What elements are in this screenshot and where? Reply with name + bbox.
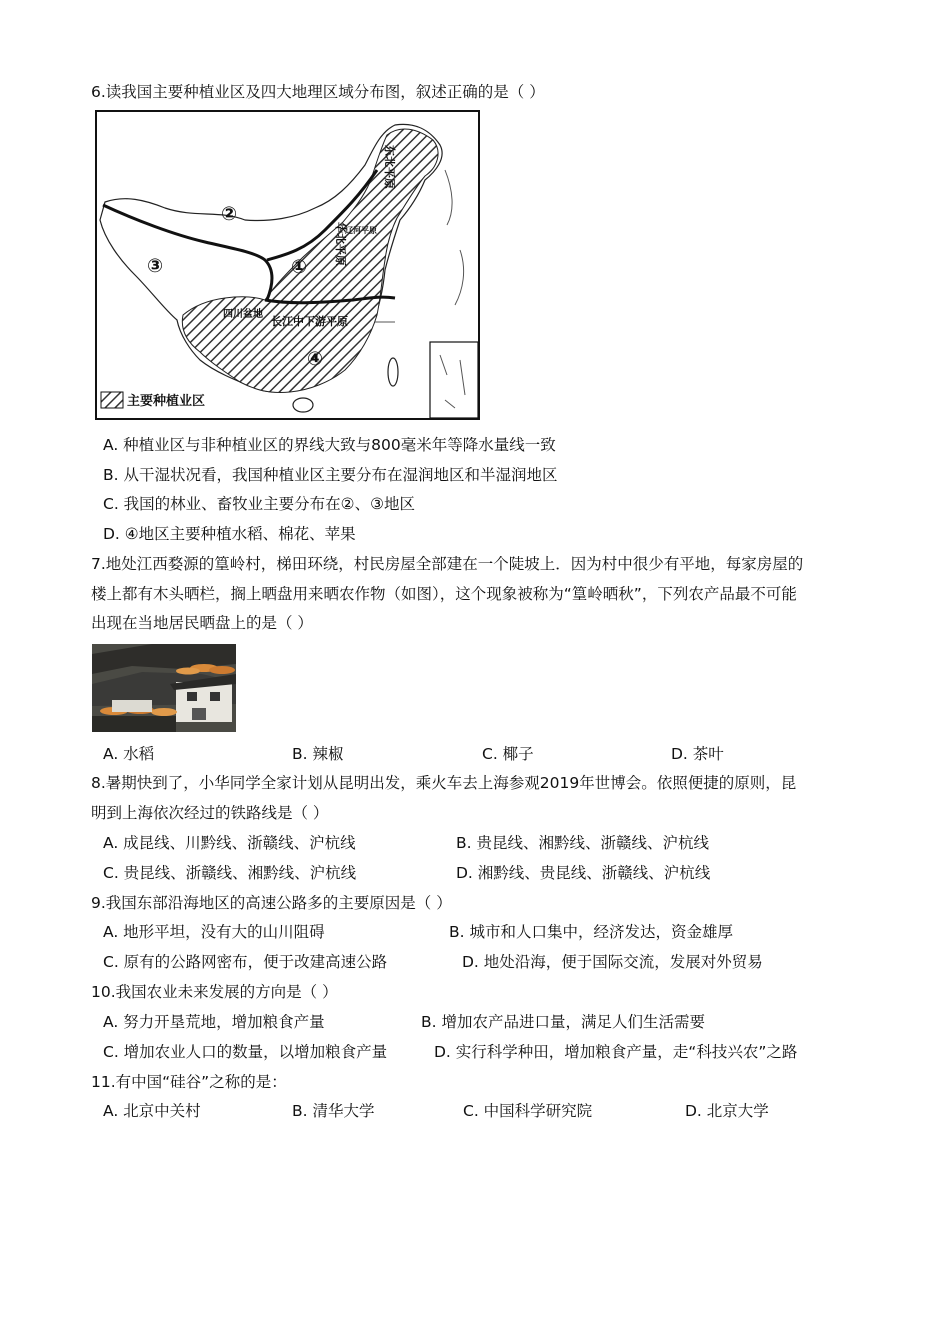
region-4-label: ④: [307, 348, 324, 370]
liaohe-label: 辽河平原: [345, 226, 377, 235]
question-9-option-b: B. 城市和人口集中，经济发达，资金雄厚: [449, 923, 733, 941]
question-9-option-d: D. 地处沿海，便于国际交流，发展对外贸易: [462, 953, 763, 971]
question-7-stem-line-2: 楼上都有木头晒栏，搁上晒盘用来晒农作物（如图），这个现象被称为“篁岭晒秋”，下列农产品最不可能: [91, 585, 797, 603]
huangling-village-photo: [92, 644, 236, 732]
question-9-option-a: A. 地形平坦，没有大的山川阻碍: [103, 923, 325, 941]
question-6-option-d: D. ④地区主要种植水稻、棉花、苹果: [103, 525, 356, 543]
question-7-option-c: C. 椰子: [482, 745, 534, 763]
question-11-option-b: B. 清华大学: [292, 1102, 375, 1120]
yangtze-plain-label: 长江中下游平原: [271, 315, 348, 328]
question-9-option-c: C. 原有的公路网密布，便于改建高速公路: [103, 953, 388, 971]
question-10-option-b: B. 增加农产品进口量，满足人们生活需要: [421, 1013, 705, 1031]
question-6-option-b: B. 从干湿状况看，我国种植业区主要分布在湿润地区和半湿润地区: [103, 466, 558, 484]
north-china-plain-label: 华北平原: [334, 222, 347, 266]
question-9-stem: 9.我国东部沿海地区的高速公路多的主要原因是（ ）: [91, 894, 452, 912]
question-8-option-d: D. 湘黔线、贵昆线、浙赣线、沪杭线: [456, 864, 711, 882]
question-8-option-b: B. 贵昆线、湘黔线、浙赣线、沪杭线: [456, 834, 709, 852]
question-7-stem-line-3: 出现在当地居民晒盘上的是（ ）: [91, 614, 313, 632]
region-1-label: ①: [291, 256, 308, 278]
legend-swatch: [101, 392, 123, 408]
question-11-option-d: D. 北京大学: [685, 1102, 769, 1120]
region-3-label: ③: [147, 255, 164, 277]
question-7-option-b: B. 辣椒: [292, 745, 344, 763]
question-8-stem-line-1: 8.暑期快到了，小华同学全家计划从昆明出发，乘火车去上海参观2019年世博会。依照便捷的原则，昆: [91, 774, 797, 792]
question-11-option-c: C. 中国科学研究院: [463, 1102, 593, 1120]
question-6-option-a: A. 种植业区与非种植业区的界线大致与800毫米年等降水量线一致: [103, 436, 556, 454]
question-7-option-d: D. 茶叶: [671, 745, 724, 763]
planting-regions-map: [95, 110, 480, 420]
question-8-stem-line-2: 明到上海依次经过的铁路线是（ ）: [91, 804, 329, 822]
legend-label: 主要种植业区: [127, 394, 206, 409]
question-10-option-a: A. 努力开垦荒地，增加粮食产量: [103, 1013, 325, 1031]
sichuan-basin-label: 四川盆地: [223, 309, 263, 320]
question-8-option-c: C. 贵昆线、浙赣线、湘黔线、沪杭线: [103, 864, 357, 882]
question-10-option-d: D. 实行科学种田，增加粮食产量，走“科技兴农”之路: [434, 1043, 798, 1061]
question-6-option-c: C. 我国的林业、畜牧业主要分布在②、③地区: [103, 495, 415, 513]
question-7-stem-line-1: 7.地处江西婺源的篁岭村，梯田环绕，村民房屋全部建在一个陡坡上．因为村中很少有平地，每家房屋的: [91, 555, 804, 573]
question-11-option-a: A. 北京中关村: [103, 1102, 201, 1120]
northeast-plain-label: 东北平原: [383, 145, 396, 189]
question-8-option-a: A. 成昆线、川黔线、浙赣线、沪杭线: [103, 834, 356, 852]
region-2-label: ②: [221, 203, 238, 225]
question-10-stem: 10.我国农业未来发展的方向是（ ）: [91, 983, 338, 1001]
question-11-stem: 11.有中国“硅谷”之称的是：: [91, 1073, 287, 1091]
question-6-stem: 6.读我国主要种植业区及四大地理区域分布图，叙述正确的是（ ）: [91, 83, 545, 101]
question-7-option-a: A. 水稻: [103, 745, 155, 763]
question-10-option-c: C. 增加农业人口的数量，以增加粮食产量: [103, 1043, 388, 1061]
